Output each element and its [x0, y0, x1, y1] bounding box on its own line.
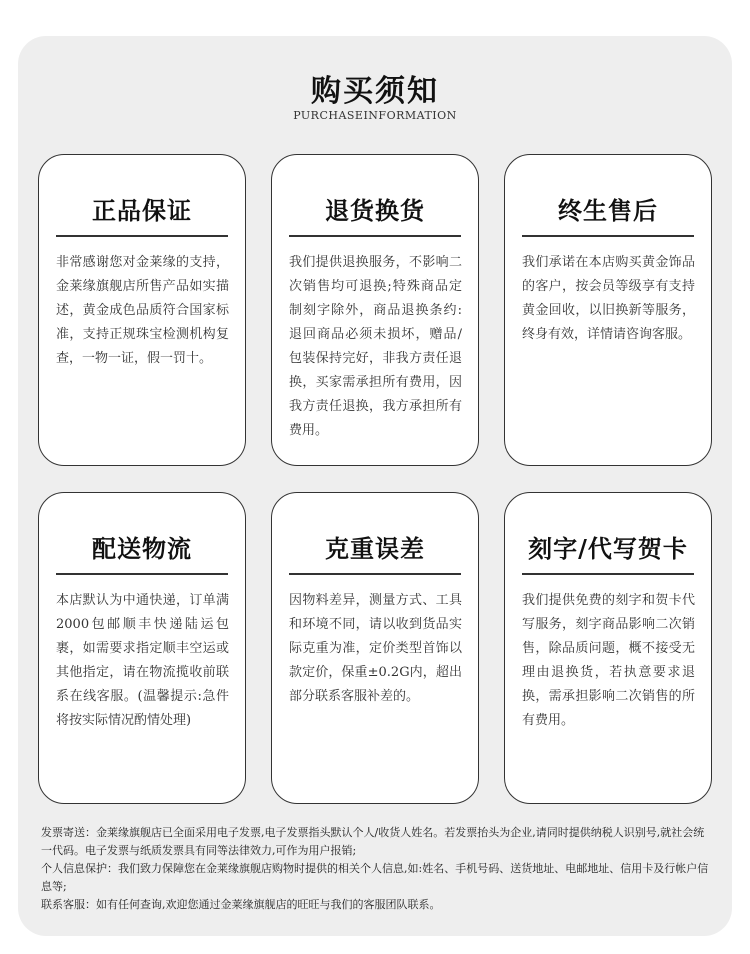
page-subtitle: PURCHASEINFORMATION [293, 109, 457, 122]
divider [289, 573, 461, 575]
card-title: 克重误差 [325, 534, 425, 563]
divider [522, 573, 694, 575]
divider [522, 235, 694, 237]
invoice-note: 发票寄送：金莱缘旗舰店已全面采用电子发票,电子发票指头默认个人/收货人姓名。若发票抬头为企业,请同时提供纳税人识别号,就社会统一代码。电子发票与纸质发票具有同等法律效力,可作为用户报销; [41, 826, 705, 857]
card-body: 我们提供免费的刻字和贺卡代写服务，刻字商品影响二次销售，除品质问题，概不接受无理由退换货，若执意要求退换，需承担影响二次销售的所有费用。 [522, 593, 695, 728]
card-delivery-logistics [38, 492, 246, 804]
card-title: 终生售后 [558, 196, 658, 225]
card-title: 退货换货 [325, 196, 425, 225]
card-engraving-greeting-card [504, 492, 712, 804]
card-title: 正品保证 [92, 196, 192, 225]
card-title: 刻字/代写贺卡 [528, 534, 688, 563]
footer-notes [41, 824, 711, 914]
card-body: 非常感谢您对金莱缘的支持，金莱缘旗舰店所售产品如实描述，黄金成色品质符合国家标准，支持正规珠宝检测机构复查，一物一证，假一罚十。 [56, 255, 229, 366]
divider [289, 235, 461, 237]
card-weight-tolerance [271, 492, 479, 804]
card-body: 我们承诺在本店购买黄金饰品的客户，按会员等级享有支持黄金回收，以旧换新等服务，终身有效，详情请咨询客服。 [522, 255, 695, 342]
card-title: 配送物流 [92, 534, 192, 563]
privacy-note: 个人信息保护：我们致力保障您在金莱缘旗舰店购物时提供的相关个人信息,如:姓名、手机号码、送货地址、电邮地址、信用卡及行帐户信息等; [41, 862, 709, 893]
card-body: 本店默认为中通快递，订单满2000包邮顺丰快递陆运包裹，如需要求指定顺丰空运或其他指定，请在物流揽收前联系在线客服。(温馨提示:急件将按实际情况酌情处理) [56, 593, 229, 728]
divider [56, 235, 228, 237]
page-title: 购买须知 [311, 74, 439, 109]
divider [56, 573, 228, 575]
contact-note: 联系客服：如有任何查询,欢迎您通过金莱缘旗舰店的旺旺与我们的客服团队联系。 [41, 898, 441, 911]
card-body: 因物料差异，测量方式、工具和环境不同，请以收到货品实际克重为准，定价类型首饰以款定价，保重±0.2G内，超出部分联系客服补差的。 [289, 593, 462, 704]
card-returns-exchanges [271, 154, 479, 466]
card-lifetime-aftersales [504, 154, 712, 466]
card-authentic-guarantee [38, 154, 246, 466]
card-body: 我们提供退换服务，不影响二次销售均可退换;特殊商品定制刻字除外，商品退换条约:退回商品必须未损坏，赠品/包装保持完好，非我方责任退换，买家需承担所有费用，因我方责任退换，我方承担所有费用。 [289, 255, 462, 438]
